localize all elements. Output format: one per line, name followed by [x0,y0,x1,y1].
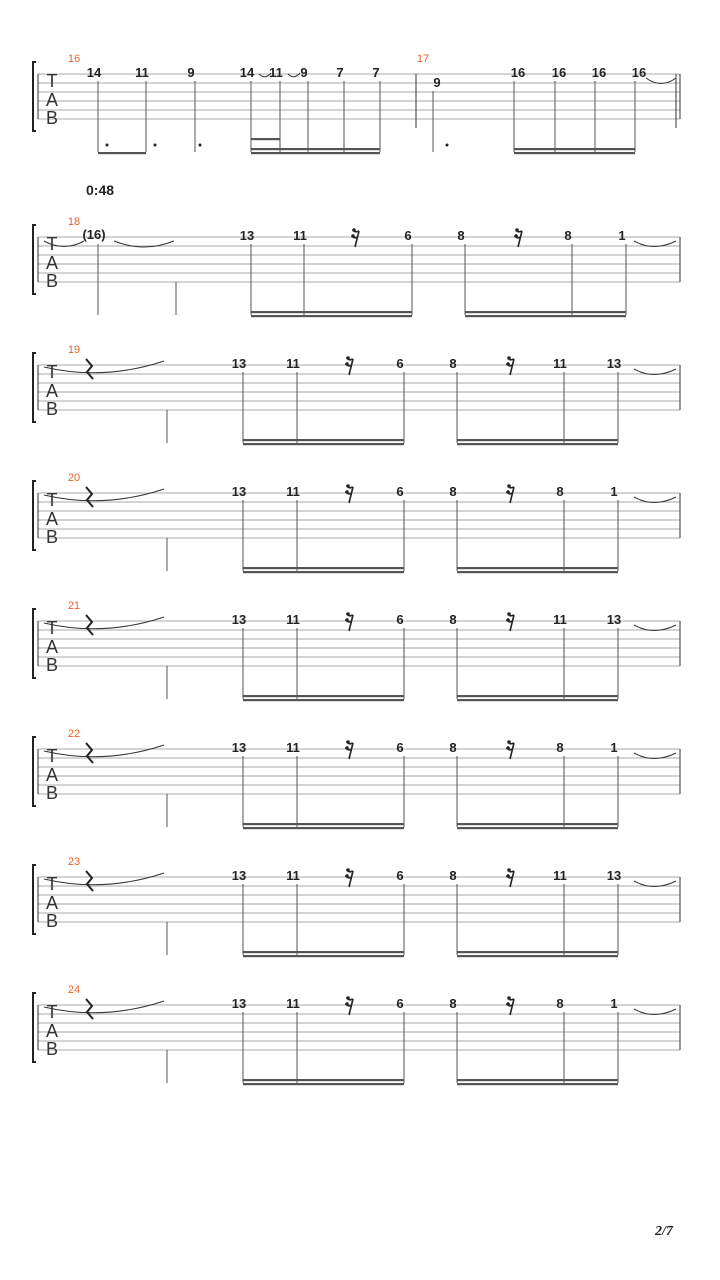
fret-number: 6 [396,484,404,499]
fret-number: 11 [269,65,283,80]
tab-clef-t: T [46,618,58,638]
tab-clef-a: A [45,381,59,401]
fret-number: 7 [336,65,344,80]
rest-dot [506,490,510,494]
rest-dot [345,618,349,622]
tab-clef-b: B [45,108,59,128]
tab-clef-t: T [46,234,58,254]
fret-number: 11 [553,868,567,883]
tab-clef-b: B [45,1039,59,1059]
fret-number: 1 [610,484,618,499]
measure-number: 19 [67,344,81,356]
rest-dot [507,484,511,488]
system-bracket [33,225,36,294]
beam [457,571,618,573]
beam [243,439,404,441]
sixteenth-rest [508,486,514,503]
system-3 [33,344,680,445]
beam [243,571,404,573]
measure-number: 17 [416,53,430,65]
fret-number: 13 [606,356,622,371]
dot [446,144,449,147]
tab-clef-t: T [46,490,58,510]
fret-number: 9 [187,65,195,80]
rest-dot [346,612,350,616]
beam [514,152,635,154]
measure-number: 16 [67,53,81,65]
system-8 [33,984,680,1085]
sixteenth-rest [347,614,353,631]
fret-number: 11 [286,996,300,1011]
rest-dot [507,996,511,1000]
dot [154,144,157,147]
rest-dot [352,228,356,232]
beam [457,955,618,957]
fret-number: 9 [433,75,441,90]
fret-number: 8 [449,484,457,499]
rest-dot [507,740,511,744]
beam [243,1079,404,1081]
beam [457,1083,618,1085]
fret-number: 16 [551,65,567,80]
rest-dot [514,234,518,238]
quarter-rest [86,999,93,1019]
rest-dot [346,740,350,744]
tab-clef-b: B [45,527,59,547]
sixteenth-rest [353,230,359,247]
tie [44,617,164,629]
fret-number: 11 [135,65,149,80]
rest-dot [346,484,350,488]
beam [243,951,404,953]
rest-dot [506,874,510,878]
tab-clef-t: T [46,874,58,894]
fret-number: 8 [556,740,564,755]
fret-number: 13 [606,612,622,627]
tab-clef-a: A [45,637,59,657]
sixteenth-rest [508,614,514,631]
beam [457,827,618,829]
beam [243,827,404,829]
fret-number: 1 [618,228,626,243]
fret-number: 13 [606,868,622,883]
tab-clef-b: B [45,783,59,803]
fret-number: 6 [404,228,412,243]
fret-number: 1 [610,996,618,1011]
system-1 [33,53,680,154]
sixteenth-rest [347,486,353,503]
system-bracket [33,481,36,550]
tie [44,1001,164,1013]
sixteenth-rest [347,998,353,1015]
sixteenth-rest [508,998,514,1015]
fret-number: 11 [293,228,307,243]
rest-dot [506,1002,510,1006]
measure-number: 23 [67,856,81,868]
fret-number: (16) [82,227,106,242]
sixteenth-rest [347,742,353,759]
tab-clef-t: T [46,71,58,91]
rest-dot [351,234,355,238]
tab-clef-a: A [45,1021,59,1041]
fret-number: 8 [449,996,457,1011]
tab-systems [33,53,680,1085]
quarter-rest [86,743,93,763]
fret-number: 13 [231,868,247,883]
fret-number: 6 [396,356,404,371]
beam [457,951,618,953]
fret-number: 8 [449,612,457,627]
beam [457,699,618,701]
rest-dot [506,362,510,366]
tie [44,873,164,885]
sixteenth-rest [347,358,353,375]
rest-dot [346,996,350,1000]
fret-number: 9 [300,65,308,80]
beam [243,695,404,697]
tab-clef-a: A [45,765,59,785]
beam [457,695,618,697]
beam [465,315,626,317]
beam [514,148,635,150]
rest-dot [346,356,350,360]
measure-number: 24 [67,984,81,996]
tab-clef-b: B [45,271,59,291]
beam [251,138,280,140]
sixteenth-rest [508,870,514,887]
rest-dot [506,618,510,622]
rest-dot [507,868,511,872]
fret-number: 8 [564,228,572,243]
tab-clef-b: B [45,399,59,419]
rest-dot [506,746,510,750]
fret-number: 8 [449,740,457,755]
beam [243,823,404,825]
beam [465,311,626,313]
system-4 [33,472,680,573]
system-7 [33,856,680,957]
fret-number: 8 [449,356,457,371]
fret-number: 16 [510,65,526,80]
beam [457,823,618,825]
measure-number: 20 [67,472,81,484]
fret-number: 11 [286,484,300,499]
tab-clef-a: A [45,253,59,273]
time-marker: 0:48 [86,182,115,198]
system-bracket [33,609,36,678]
tie [44,745,164,757]
fret-number: 14 [239,65,255,80]
fret-number: 1 [610,740,618,755]
quarter-rest [86,871,93,891]
tab-clef-t: T [46,746,58,766]
system-6 [33,728,680,829]
fret-number: 14 [86,65,102,80]
fret-number: 11 [286,740,300,755]
system-bracket [33,993,36,1062]
rest-dot [345,746,349,750]
system-bracket [33,62,36,131]
fret-number: 11 [553,612,567,627]
tab-clef-t: T [46,1002,58,1022]
measure-number: 22 [67,728,81,740]
fret-number: 13 [231,612,247,627]
sixteenth-rest [347,870,353,887]
fret-number: 13 [231,740,247,755]
sixteenth-rest [508,358,514,375]
beam [251,311,412,313]
sixteenth-rest [516,230,522,247]
fret-number: 7 [372,65,380,80]
system-5 [33,600,680,701]
fret-number: 6 [396,868,404,883]
beam [457,1079,618,1081]
dot [199,144,202,147]
fret-number: 13 [231,356,247,371]
fret-number: 13 [231,484,247,499]
fret-number: 6 [396,996,404,1011]
beam [457,439,618,441]
fret-number: 6 [396,612,404,627]
tab-clef-b: B [45,911,59,931]
fret-number: 8 [457,228,465,243]
fret-number: 8 [449,868,457,883]
rest-dot [346,868,350,872]
measure-number: 21 [67,600,81,612]
quarter-rest [86,487,93,507]
beam [457,567,618,569]
rest-dot [345,1002,349,1006]
fret-number: 6 [396,740,404,755]
fret-number: 13 [239,228,255,243]
beam [243,955,404,957]
rest-dot [345,490,349,494]
tab-clef-a: A [45,90,59,110]
fret-number: 11 [553,356,567,371]
fret-number: 13 [231,996,247,1011]
rest-dot [507,356,511,360]
rest-dot [507,612,511,616]
fret-number: 11 [286,868,300,883]
quarter-rest [86,615,93,635]
beam [251,315,412,317]
tab-clef-a: A [45,509,59,529]
tie [44,361,164,373]
beam [243,1083,404,1085]
fret-number: 8 [556,484,564,499]
beam [98,152,146,154]
beam [243,699,404,701]
measure-number: 18 [67,216,81,228]
beam [243,443,404,445]
tab-clef-b: B [45,655,59,675]
fret-number: 11 [286,612,300,627]
beam [243,567,404,569]
fret-number: 8 [556,996,564,1011]
rest-dot [345,874,349,878]
rest-dot [345,362,349,366]
beam [251,152,380,154]
tab-clef-t: T [46,362,58,382]
fret-number: 16 [591,65,607,80]
system-bracket [33,865,36,934]
tab-clef-a: A [45,893,59,913]
fret-number: 16 [631,65,647,80]
system-2 [33,216,680,317]
dot [106,144,109,147]
sixteenth-rest [508,742,514,759]
tie [44,489,164,501]
fret-number: 11 [286,356,300,371]
system-bracket [33,353,36,422]
quarter-rest [86,359,93,379]
system-bracket [33,737,36,806]
beam [251,148,380,150]
page-number: 2/7 [655,1224,673,1239]
rest-dot [515,228,519,232]
beam [457,443,618,445]
